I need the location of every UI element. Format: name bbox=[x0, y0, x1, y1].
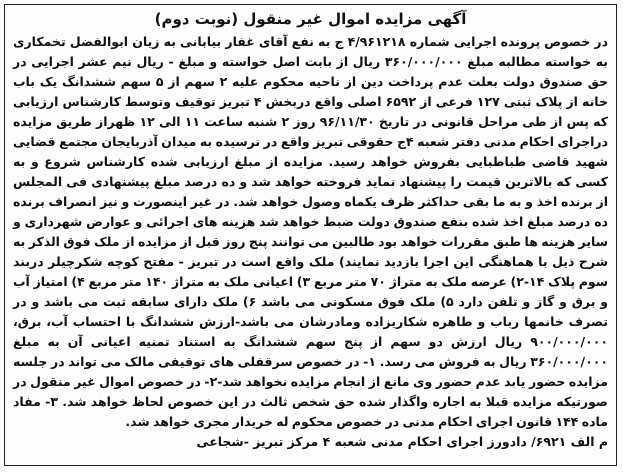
notice-title: آگهی مزایده اموال غیر منقول (نوبت دوم) bbox=[154, 10, 467, 28]
notice-signature: م الف ۶۹۲۱/ دادورز اجرای احکام مدنی شعبه ۴ مرکز تبریز -شجاعی bbox=[196, 434, 608, 449]
notice-frame bbox=[4, 4, 617, 466]
notice-body: در خصوص پرونده اجرایی شماره ۴/۹۶۱۲۱۸ ج به نفع آقای غفار بیابانی به زیان ابوالفضل تخمکاری به خواسته مطالبه مبلغ ۳۶۰/۰۰۰/۰۰۰ ریال از بابت اصل خواسته و مبلغ - ریال نیم عشر اجرایی در حق صندوق دولت بعلت عدم پرداخت دین از ناحیه محکوم علیه ۲ سهم از ۵ سهم ششدانگ یک باب خانه از پلاک ثبتی ۱۲۷ فرعی از ۶۵۹۲ اصلی واقع دربخش ۴ تبریز توقیف وتوسط کارشناس ارزیابی که پس از طی مراحل قانونی در تاریخ ۹۶/۱۱/۳۰ روز ۲ شنبه ساعت ۱۱ الی ۱۲ ظهراز طریق مزایده دراجرای احکام مدنی دفتر شعبه ۴ج حقوقی تبریز واقع در نرسیده به میدان آذربایجان مجتمع قضایی شهید قاضی طباطبایی بفروش خواهد رسید. مزایده از مبلغ ارزیابی شده کارشناس شروع و به کسی که بالاترین قیمت را پیشنهاد نماید فروخته خواهد شد و ده درصد مبلغ پیشنهادی فی المجلس از برنده اخذ و به ما بقی حداکثر ظرف یکماه وصول خواهد شد. در غیر اینصورت و نیز انصراف برنده ده درصد مبلغ اخذ شده بنفع صندوق دولت ضبط خواهد شد هزینه های اجرائی و عوارض شهرداری و سایر هزینه ها طبق مقررات خواهد بود طالبین می توانند پنج روز قبل از مزایده از ملک فوق الذکر به شرح ذیل با هماهنگی این اجرا بازدید نمایند) ملک واقع است در تبریز - مفتح کوچه شکرچیلر دربند سوم پلاک ۱۴-۲) عرصه ملک به متراژ ۷۰ متر مربع ۳) اعیانی ملک به متراژ ۱۴۰ متر مربع ۴) امتیاز آب و برق و گاز و تلفن دارد ۵) ملک فوق مسکونی می باشد ۶) ملک دارای سابقه ثبت می باشد و در تصرف خانمها رباب و طاهره شکاریزاده ومادرشان می باشد-ارزش ششدانگ با احتساب آب، برق، ۹۰۰/۰۰۰/۰۰۰ ریال ارزش دو سهم از پنج سهم ششدانگ به استناد تمنیه اعیانی آن به مبلغ ۳۶۰/۰۰۰/۰۰۰ ریال به فروش می رسد. ۱- در خصوص سرقفلی های توقیفی مالک می تواند در جلسه مزایده حضور یابد عدم حضور وی مانع از انجام مزایده نخواهد شد-۲- در خصوص اموال غیر منقول در صورتیکه مزایده قبلا به اجاره واگذار شده حق شخص ثالث در این خصوص لحاظ خواهد شد. ۳- مفاد ماده ۱۴۴ قانون اجرای احکام مدنی در خصوص محکوم له خریدار مجری خواهد شد. bbox=[13, 34, 609, 429]
